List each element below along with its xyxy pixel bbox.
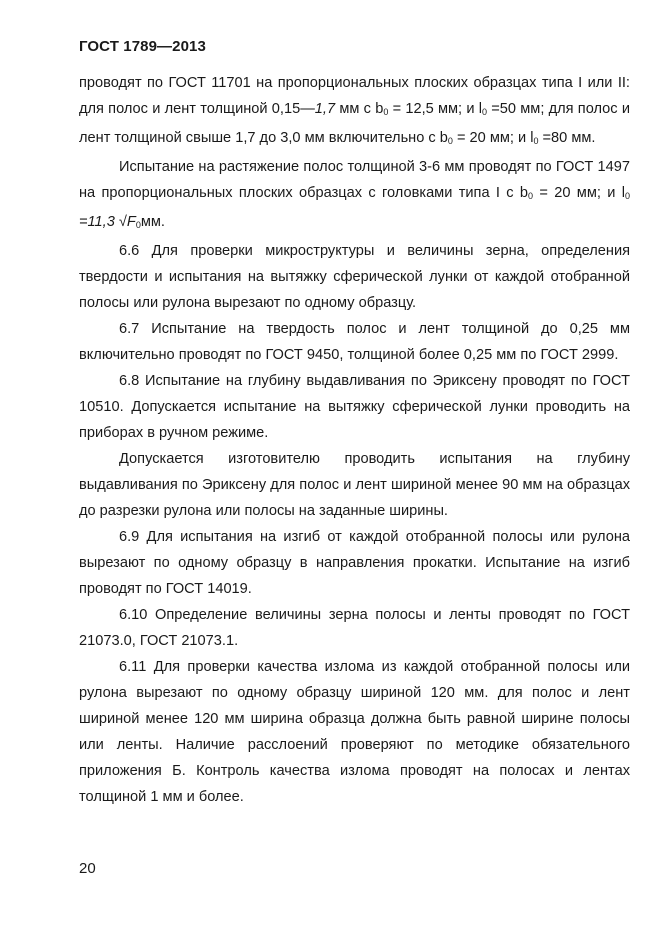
paragraph-tensile-thick: Испытание на растяжение полос толщиной 3-6 мм проводят по ГОСТ 1497 на пропорциональных плоских образцах с головками типа I с $b_0 = 20$ мм; и $l_0 =11,3$ $√F_0мм$. [79,159,631,230]
page-number: 20 [79,860,96,877]
paragraph-6-8: 6.8 Испытание на глубину выдавливания по Эриксену проводят по ГОСТ 10510. Допускается испытание на вытяжку сферической лунки проводить на приборах в ручном режиме. [79,373,630,441]
paragraph-tensile-method: проводят по ГОСТ 11701 на пропорциональных плоских образцах типа I или II: для полос и лент толщиной 0,15—1,7 мм с $b_0 = 12,5$ мм; и $l_0 =50$ мм; для полос и лент толщиной свыше 1,7 до 3,0 мм включительно с $b_0 = 20$ мм; и $l_0 =80$ мм. [79,75,630,146]
paragraph-6-7: 6.7 Испытание на твердость полос и лент толщиной до 0,25 мм включительно проводят по ГОСТ 9450, толщиной более 0,25 мм по ГОСТ 2999. [79,321,630,363]
paragraph-6-6: 6.6 Для проверки микроструктуры и величины зерна, определения твердости и испытания на вытяжку сферической лунки от каждой отобранной полосы или рулона вырезают по одному образцу. [79,243,630,311]
paragraph-erichsen-allowance: Допускается изготовителю проводить испытания на глубину выдавливания по Эриксену для полос и лент шириной менее 90 мм на образцах до разрезки рулона или полосы на заданные ширины. [79,451,630,519]
document-header: ГОСТ 1789—2013 [79,38,206,55]
paragraph-6-9: 6.9 Для испытания на изгиб от каждой отобранной полосы или рулона вырезают по одному образцу в направления прокатки. Испытание на изгиб проводят по ГОСТ 14019. [79,529,630,597]
paragraph-6-11: 6.11 Для проверки качества излома из каждой отобранной полосы или рулона вырезают по одному образцу шириной 120 мм. для полос и лент шириной менее 120 мм ширина образца должна быть равной ширине полосы или ленты. Наличие расслоений проверяют по методике обязательного приложения Б. Контроль качества излома проводят на полосах и лентах толщиной 1 мм и более. [79,659,630,805]
document-body [79,70,630,810]
paragraph-6-10: 6.10 Определение величины зерна полосы и ленты проводят по ГОСТ 21073.0, ГОСТ 21073.1. [79,607,630,649]
